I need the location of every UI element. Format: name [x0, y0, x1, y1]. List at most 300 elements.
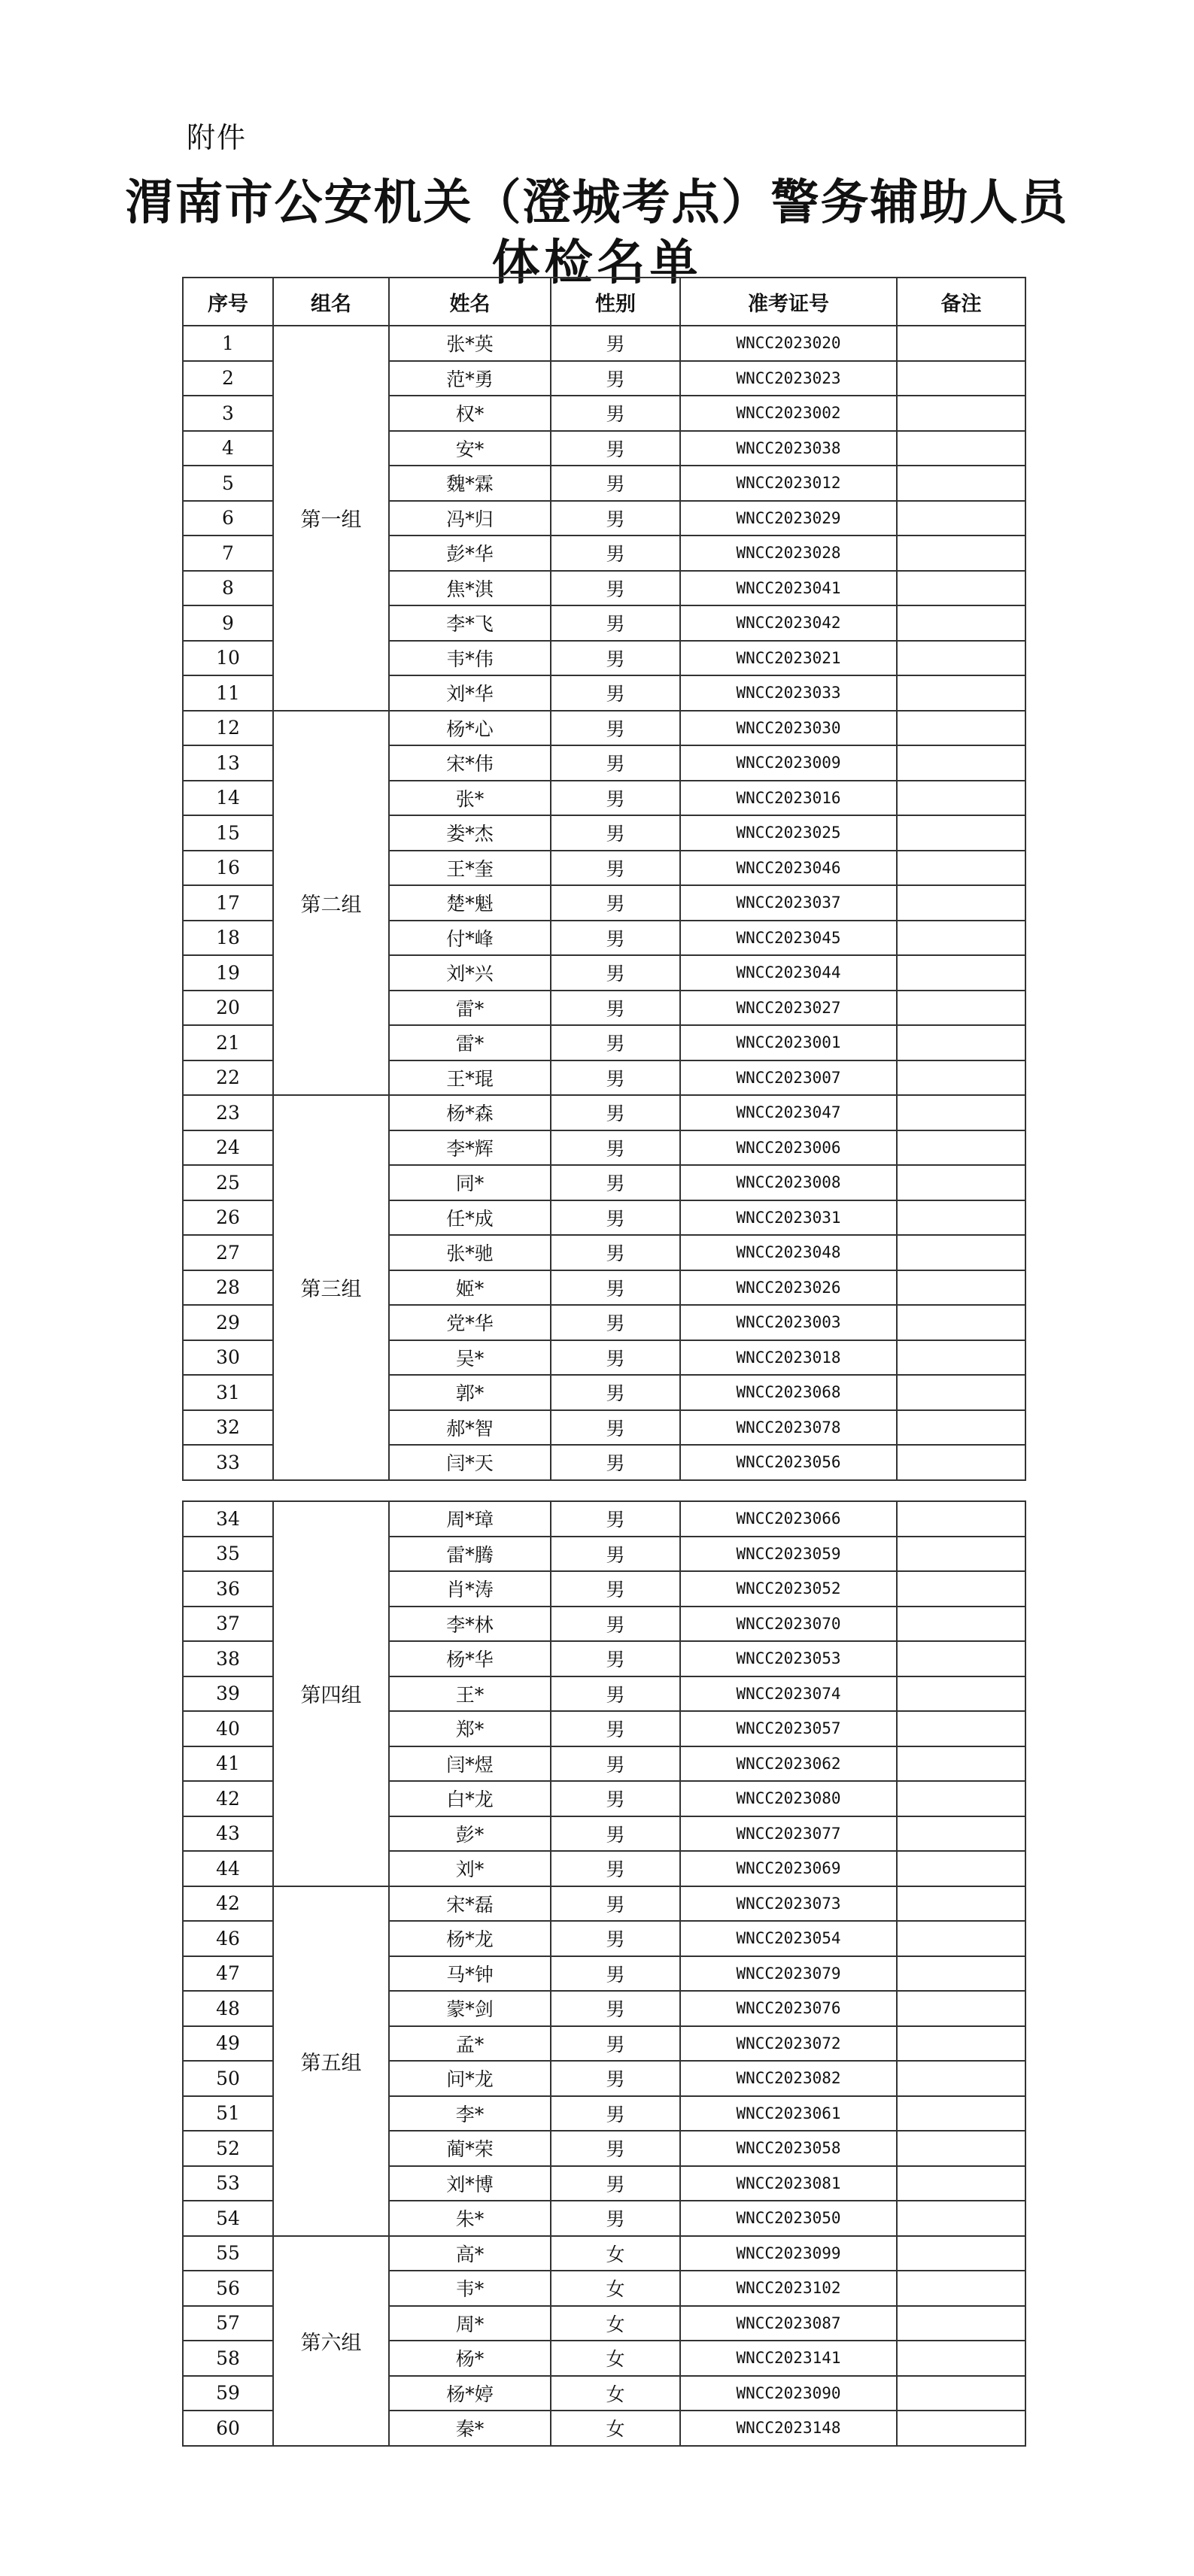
cell-group-name: 第六组: [273, 2236, 389, 2446]
cell-seq: 17: [183, 885, 273, 921]
cell-exam-id: WNCC2023045: [680, 921, 897, 956]
cell-gender: 男: [551, 1130, 680, 1166]
cell-seq: 21: [183, 1025, 273, 1060]
cell-exam-id: WNCC2023090: [680, 2376, 897, 2411]
cell-name: 范*勇: [389, 361, 551, 396]
cell-remark: [897, 1410, 1025, 1446]
cell-name: 朱*: [389, 2201, 551, 2236]
cell-exam-id: WNCC2023080: [680, 1781, 897, 1816]
cell-seq: 57: [183, 2306, 273, 2341]
cell-seq: 28: [183, 1270, 273, 1306]
cell-name: 蒙*剑: [389, 1991, 551, 2026]
cell-gender: 男: [551, 921, 680, 956]
cell-seq: 35: [183, 1537, 273, 1572]
cell-remark: [897, 1851, 1025, 1886]
cell-gender: 男: [551, 711, 680, 746]
cell-seq: 14: [183, 781, 273, 816]
cell-exam-id: WNCC2023082: [680, 2061, 897, 2096]
cell-exam-id: WNCC2023087: [680, 2306, 897, 2341]
cell-gender: 男: [551, 1445, 680, 1480]
cell-gender: 女: [551, 2411, 680, 2446]
attachment-label: 附件: [187, 121, 248, 154]
cell-gender: 女: [551, 2341, 680, 2376]
cell-remark: [897, 605, 1025, 641]
cell-name: 宋*伟: [389, 745, 551, 781]
cell-name: 白*龙: [389, 1781, 551, 1816]
cell-seq: 46: [183, 1921, 273, 1956]
cell-exam-id: WNCC2023016: [680, 781, 897, 816]
cell-exam-id: WNCC2023026: [680, 1270, 897, 1306]
cell-name: 任*成: [389, 1200, 551, 1236]
cell-seq: 27: [183, 1235, 273, 1270]
cell-seq: 25: [183, 1165, 273, 1200]
table-row: [183, 711, 1025, 746]
cell-seq: 38: [183, 1641, 273, 1676]
cell-seq: 29: [183, 1305, 273, 1340]
cell-gender: 男: [551, 815, 680, 851]
cell-exam-id: WNCC2023009: [680, 745, 897, 781]
cell-remark: [897, 921, 1025, 956]
cell-seq: 23: [183, 1095, 273, 1130]
cell-exam-id: WNCC2023041: [680, 571, 897, 606]
cell-remark: [897, 781, 1025, 816]
cell-remark: [897, 1445, 1025, 1480]
cell-name: 党*华: [389, 1305, 551, 1340]
page-title-line2: 体检名单: [491, 235, 703, 291]
cell-remark: [897, 1571, 1025, 1607]
page-title-line1: 渭南市公安机关（澄城考点）警务辅助人员: [125, 174, 1069, 231]
cell-name: 宋*磊: [389, 1886, 551, 1922]
header-seq: 序号: [183, 278, 273, 326]
cell-seq: 42: [183, 1781, 273, 1816]
cell-gender: 男: [551, 396, 680, 431]
table-row: [183, 1886, 1025, 1922]
cell-gender: 男: [551, 1025, 680, 1060]
cell-gender: 男: [551, 675, 680, 711]
cell-name: 张*英: [389, 326, 551, 361]
cell-seq: 19: [183, 955, 273, 991]
cell-gender: 男: [551, 1711, 680, 1746]
cell-gender: 男: [551, 2201, 680, 2236]
cell-name: 李*飞: [389, 605, 551, 641]
cell-exam-id: WNCC2023002: [680, 396, 897, 431]
cell-name: 高*: [389, 2236, 551, 2271]
cell-gender: 男: [551, 1571, 680, 1607]
cell-gender: 男: [551, 1641, 680, 1676]
cell-gender: 男: [551, 1305, 680, 1340]
cell-remark: [897, 851, 1025, 886]
cell-exam-id: WNCC2023073: [680, 1886, 897, 1922]
cell-seq: 51: [183, 2096, 273, 2131]
cell-name: 吴*: [389, 1340, 551, 1376]
cell-exam-id: WNCC2023072: [680, 2026, 897, 2062]
cell-gender: 男: [551, 1956, 680, 1992]
header-exam-id: 准考证号: [680, 278, 897, 326]
cell-gender: 男: [551, 536, 680, 571]
cell-exam-id: WNCC2023042: [680, 605, 897, 641]
cell-name: 杨*: [389, 2341, 551, 2376]
cell-name: 郝*智: [389, 1410, 551, 1446]
cell-remark: [897, 1375, 1025, 1410]
cell-gender: 男: [551, 2131, 680, 2166]
cell-remark: [897, 1676, 1025, 1712]
cell-exam-id: WNCC2023001: [680, 1025, 897, 1060]
cell-remark: [897, 1025, 1025, 1060]
cell-exam-id: WNCC2023057: [680, 1711, 897, 1746]
cell-remark: [897, 1816, 1025, 1852]
cell-name: 焦*淇: [389, 571, 551, 606]
cell-gender: 男: [551, 571, 680, 606]
cell-name: 孟*: [389, 2026, 551, 2062]
cell-exam-id: WNCC2023025: [680, 815, 897, 851]
cell-exam-id: WNCC2023148: [680, 2411, 897, 2446]
cell-gender: 男: [551, 2096, 680, 2131]
cell-remark: [897, 1991, 1025, 2026]
cell-gender: 男: [551, 1410, 680, 1446]
cell-remark: [897, 991, 1025, 1026]
cell-gender: 男: [551, 1816, 680, 1852]
cell-name: 付*峰: [389, 921, 551, 956]
cell-seq: 24: [183, 1130, 273, 1166]
cell-name: 杨*龙: [389, 1921, 551, 1956]
cell-seq: 50: [183, 2061, 273, 2096]
cell-remark: [897, 1641, 1025, 1676]
cell-remark: [897, 955, 1025, 991]
exam-list-table-1: [182, 277, 1026, 1481]
header-group: 组名: [273, 278, 389, 326]
cell-seq: 56: [183, 2271, 273, 2306]
cell-name: 冯*归: [389, 501, 551, 536]
cell-seq: 20: [183, 991, 273, 1026]
cell-name: 雷*: [389, 991, 551, 1026]
cell-gender: 女: [551, 2236, 680, 2271]
cell-exam-id: WNCC2023008: [680, 1165, 897, 1200]
cell-gender: 男: [551, 1746, 680, 1782]
cell-gender: 男: [551, 1375, 680, 1410]
cell-gender: 男: [551, 1991, 680, 2026]
cell-seq: 49: [183, 2026, 273, 2062]
cell-remark: [897, 2131, 1025, 2166]
header-gender: 性别: [551, 278, 680, 326]
cell-name: 彭*: [389, 1816, 551, 1852]
cell-gender: 女: [551, 2271, 680, 2306]
cell-seq: 34: [183, 1501, 273, 1537]
cell-gender: 男: [551, 1235, 680, 1270]
cell-name: 闫*煜: [389, 1746, 551, 1782]
cell-name: 张*: [389, 781, 551, 816]
cell-gender: 男: [551, 431, 680, 466]
cell-exam-id: WNCC2023081: [680, 2166, 897, 2201]
cell-remark: [897, 1746, 1025, 1782]
cell-seq: 16: [183, 851, 273, 886]
cell-name: 刘*华: [389, 675, 551, 711]
cell-seq: 12: [183, 711, 273, 746]
cell-seq: 5: [183, 466, 273, 501]
cell-exam-id: WNCC2023044: [680, 955, 897, 991]
table-row: [183, 326, 1025, 361]
cell-remark: [897, 361, 1025, 396]
cell-seq: 8: [183, 571, 273, 606]
cell-gender: 男: [551, 885, 680, 921]
cell-seq: 58: [183, 2341, 273, 2376]
cell-remark: [897, 2411, 1025, 2446]
cell-name: 杨*森: [389, 1095, 551, 1130]
cell-exam-id: WNCC2023030: [680, 711, 897, 746]
cell-remark: [897, 641, 1025, 676]
cell-exam-id: WNCC2023059: [680, 1537, 897, 1572]
cell-remark: [897, 1095, 1025, 1130]
cell-name: 王*: [389, 1676, 551, 1712]
cell-name: 韦*伟: [389, 641, 551, 676]
cell-exam-id: WNCC2023079: [680, 1956, 897, 1992]
cell-name: 闫*天: [389, 1445, 551, 1480]
table-row: [183, 1095, 1025, 1130]
cell-gender: 女: [551, 2306, 680, 2341]
cell-seq: 31: [183, 1375, 273, 1410]
cell-exam-id: WNCC2023061: [680, 2096, 897, 2131]
cell-remark: [897, 1781, 1025, 1816]
cell-name: 杨*婷: [389, 2376, 551, 2411]
cell-group-name: 第三组: [273, 1095, 389, 1480]
cell-exam-id: WNCC2023031: [680, 1200, 897, 1236]
cell-gender: 男: [551, 1537, 680, 1572]
cell-remark: [897, 536, 1025, 571]
cell-exam-id: WNCC2023050: [680, 2201, 897, 2236]
cell-remark: [897, 2306, 1025, 2341]
cell-remark: [897, 1270, 1025, 1306]
cell-remark: [897, 675, 1025, 711]
cell-seq: 36: [183, 1571, 273, 1607]
cell-seq: 4: [183, 431, 273, 466]
cell-exam-id: WNCC2023078: [680, 1410, 897, 1446]
cell-exam-id: WNCC2023020: [680, 326, 897, 361]
cell-remark: [897, 1060, 1025, 1096]
cell-name: 刘*兴: [389, 955, 551, 991]
cell-remark: [897, 815, 1025, 851]
cell-gender: 男: [551, 1781, 680, 1816]
cell-seq: 10: [183, 641, 273, 676]
cell-name: 周*璋: [389, 1501, 551, 1537]
cell-name: 王*琨: [389, 1060, 551, 1096]
cell-remark: [897, 1956, 1025, 1992]
cell-exam-id: WNCC2023099: [680, 2236, 897, 2271]
cell-exam-id: WNCC2023054: [680, 1921, 897, 1956]
cell-remark: [897, 501, 1025, 536]
cell-remark: [897, 2201, 1025, 2236]
cell-remark: [897, 396, 1025, 431]
cell-name: 李*辉: [389, 1130, 551, 1166]
cell-gender: 男: [551, 2026, 680, 2062]
cell-seq: 39: [183, 1676, 273, 1712]
cell-gender: 男: [551, 1165, 680, 1200]
cell-seq: 60: [183, 2411, 273, 2446]
cell-exam-id: WNCC2023141: [680, 2341, 897, 2376]
cell-seq: 40: [183, 1711, 273, 1746]
cell-seq: 15: [183, 815, 273, 851]
cell-exam-id: WNCC2023046: [680, 851, 897, 886]
cell-exam-id: WNCC2023069: [680, 1851, 897, 1886]
cell-exam-id: WNCC2023053: [680, 1641, 897, 1676]
cell-gender: 男: [551, 1501, 680, 1537]
cell-exam-id: WNCC2023028: [680, 536, 897, 571]
cell-name: 李*林: [389, 1607, 551, 1642]
cell-gender: 男: [551, 2061, 680, 2096]
cell-name: 李*: [389, 2096, 551, 2131]
cell-gender: 男: [551, 991, 680, 1026]
cell-name: 权*: [389, 396, 551, 431]
cell-exam-id: WNCC2023068: [680, 1375, 897, 1410]
cell-name: 楚*魁: [389, 885, 551, 921]
cell-name: 雷*腾: [389, 1537, 551, 1572]
cell-name: 周*: [389, 2306, 551, 2341]
cell-remark: [897, 1165, 1025, 1200]
cell-seq: 59: [183, 2376, 273, 2411]
cell-name: 郑*: [389, 1711, 551, 1746]
cell-remark: [897, 1340, 1025, 1376]
cell-remark: [897, 326, 1025, 361]
cell-seq: 55: [183, 2236, 273, 2271]
cell-exam-id: WNCC2023033: [680, 675, 897, 711]
cell-seq: 32: [183, 1410, 273, 1446]
cell-exam-id: WNCC2023056: [680, 1445, 897, 1480]
cell-name: 肖*涛: [389, 1571, 551, 1607]
cell-exam-id: WNCC2023029: [680, 501, 897, 536]
cell-exam-id: WNCC2023021: [680, 641, 897, 676]
cell-remark: [897, 1886, 1025, 1922]
cell-remark: [897, 2271, 1025, 2306]
cell-remark: [897, 431, 1025, 466]
cell-seq: 1: [183, 326, 273, 361]
cell-seq: 47: [183, 1956, 273, 1992]
cell-name: 姬*: [389, 1270, 551, 1306]
cell-gender: 男: [551, 326, 680, 361]
cell-gender: 男: [551, 1270, 680, 1306]
cell-exam-id: WNCC2023047: [680, 1095, 897, 1130]
cell-exam-id: WNCC2023076: [680, 1991, 897, 2026]
cell-name: 蔺*荣: [389, 2131, 551, 2166]
cell-group-name: 第二组: [273, 711, 389, 1096]
cell-remark: [897, 1921, 1025, 1956]
cell-name: 问*龙: [389, 2061, 551, 2096]
exam-list-table-2: [182, 1500, 1026, 2447]
cell-seq: 11: [183, 675, 273, 711]
cell-seq: 3: [183, 396, 273, 431]
cell-gender: 男: [551, 1676, 680, 1712]
cell-seq: 48: [183, 1991, 273, 2026]
cell-remark: [897, 2236, 1025, 2271]
cell-seq: 22: [183, 1060, 273, 1096]
table-row: [183, 2236, 1025, 2271]
cell-seq: 30: [183, 1340, 273, 1376]
cell-exam-id: WNCC2023074: [680, 1676, 897, 1712]
cell-seq: 42: [183, 1886, 273, 1922]
cell-gender: 女: [551, 2376, 680, 2411]
cell-remark: [897, 1200, 1025, 1236]
cell-remark: [897, 711, 1025, 746]
cell-gender: 男: [551, 745, 680, 781]
cell-exam-id: WNCC2023027: [680, 991, 897, 1026]
cell-exam-id: WNCC2023062: [680, 1746, 897, 1782]
cell-remark: [897, 1305, 1025, 1340]
cell-group-name: 第五组: [273, 1886, 389, 2236]
cell-exam-id: WNCC2023006: [680, 1130, 897, 1166]
cell-gender: 男: [551, 781, 680, 816]
cell-gender: 男: [551, 466, 680, 501]
cell-gender: 男: [551, 361, 680, 396]
cell-exam-id: WNCC2023018: [680, 1340, 897, 1376]
cell-exam-id: WNCC2023058: [680, 2131, 897, 2166]
cell-exam-id: WNCC2023007: [680, 1060, 897, 1096]
cell-remark: [897, 1130, 1025, 1166]
cell-name: 郭*: [389, 1375, 551, 1410]
cell-name: 彭*华: [389, 536, 551, 571]
cell-seq: 52: [183, 2131, 273, 2166]
header-name: 姓名: [389, 278, 551, 326]
cell-remark: [897, 1607, 1025, 1642]
cell-exam-id: WNCC2023066: [680, 1501, 897, 1537]
cell-name: 韦*: [389, 2271, 551, 2306]
cell-name: 张*驰: [389, 1235, 551, 1270]
cell-remark: [897, 2376, 1025, 2411]
cell-seq: 13: [183, 745, 273, 781]
cell-gender: 男: [551, 1340, 680, 1376]
cell-remark: [897, 2026, 1025, 2062]
cell-name: 刘*: [389, 1851, 551, 1886]
cell-exam-id: WNCC2023012: [680, 466, 897, 501]
cell-group-name: 第一组: [273, 326, 389, 711]
cell-exam-id: WNCC2023003: [680, 1305, 897, 1340]
cell-gender: 男: [551, 1886, 680, 1922]
cell-gender: 男: [551, 1095, 680, 1130]
cell-name: 杨*心: [389, 711, 551, 746]
cell-remark: [897, 1711, 1025, 1746]
cell-seq: 37: [183, 1607, 273, 1642]
cell-gender: 男: [551, 641, 680, 676]
cell-seq: 7: [183, 536, 273, 571]
cell-gender: 男: [551, 1060, 680, 1096]
cell-seq: 6: [183, 501, 273, 536]
cell-gender: 男: [551, 1851, 680, 1886]
table-header-row: [183, 278, 1025, 326]
cell-gender: 男: [551, 2166, 680, 2201]
cell-name: 马*钟: [389, 1956, 551, 1992]
cell-exam-id: WNCC2023070: [680, 1607, 897, 1642]
cell-seq: 44: [183, 1851, 273, 1886]
cell-group-name: 第四组: [273, 1501, 389, 1886]
table-row: [183, 1501, 1025, 1537]
cell-exam-id: WNCC2023077: [680, 1816, 897, 1852]
cell-remark: [897, 2341, 1025, 2376]
cell-seq: 9: [183, 605, 273, 641]
cell-seq: 43: [183, 1816, 273, 1852]
cell-name: 杨*华: [389, 1641, 551, 1676]
cell-seq: 53: [183, 2166, 273, 2201]
cell-name: 刘*博: [389, 2166, 551, 2201]
cell-remark: [897, 2096, 1025, 2131]
cell-remark: [897, 571, 1025, 606]
cell-exam-id: WNCC2023023: [680, 361, 897, 396]
cell-remark: [897, 1235, 1025, 1270]
cell-name: 秦*: [389, 2411, 551, 2446]
header-remark: 备注: [897, 278, 1025, 326]
cell-name: 雷*: [389, 1025, 551, 1060]
cell-remark: [897, 885, 1025, 921]
cell-gender: 男: [551, 955, 680, 991]
cell-exam-id: WNCC2023038: [680, 431, 897, 466]
cell-exam-id: WNCC2023037: [680, 885, 897, 921]
cell-remark: [897, 1501, 1025, 1537]
cell-gender: 男: [551, 1200, 680, 1236]
